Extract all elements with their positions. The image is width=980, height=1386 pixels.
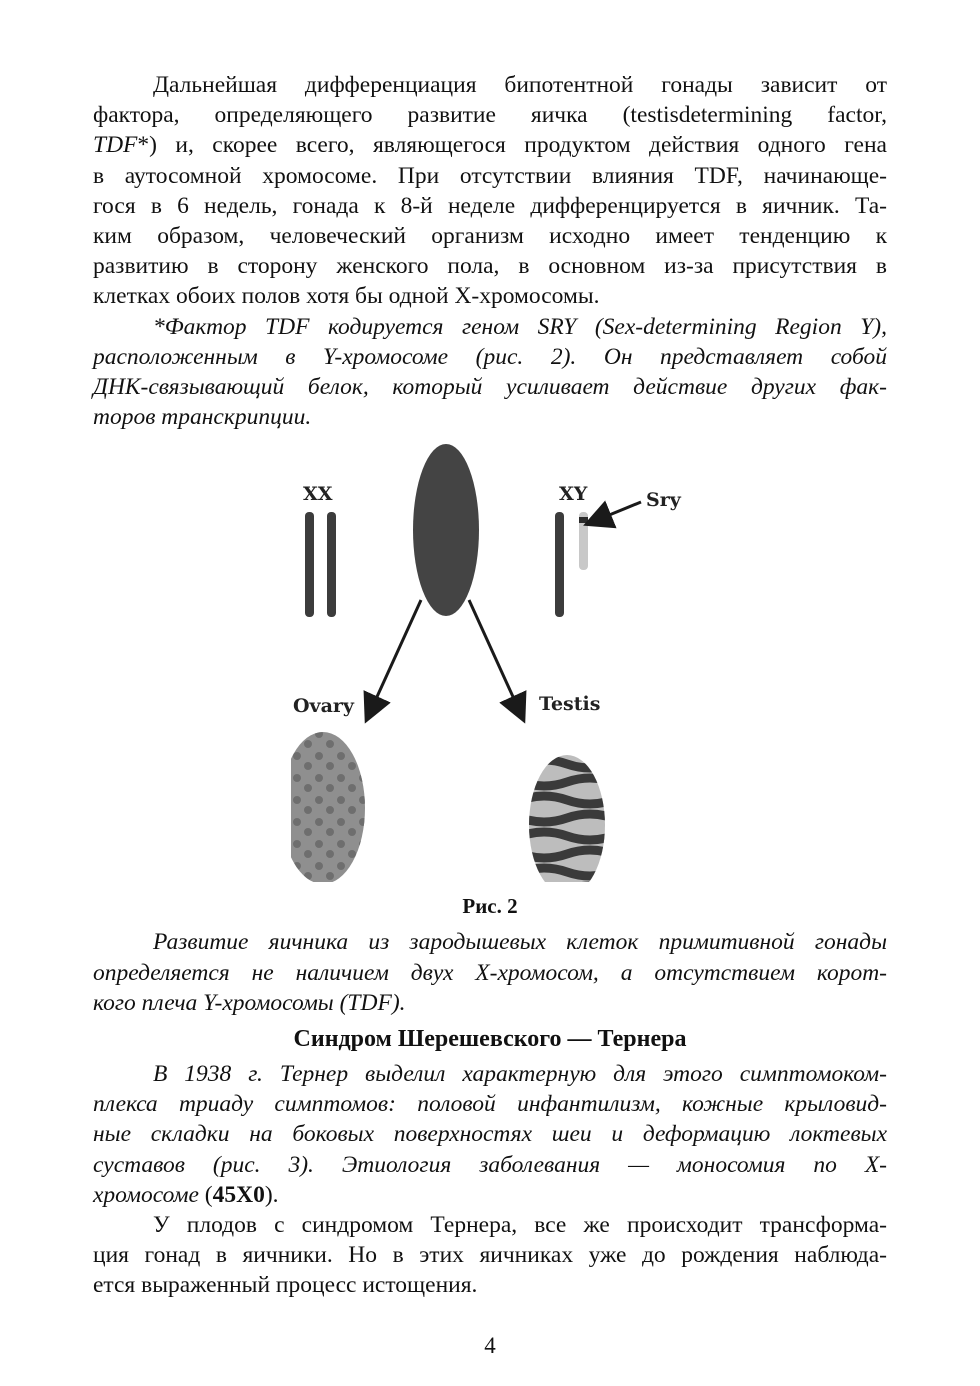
text-span: хромосоме	[93, 1181, 199, 1208]
page-number: 4	[484, 1333, 496, 1358]
text-line: клетках обоих полов хотя бы одной Х-хромосомы.	[93, 283, 600, 310]
paragraph-ovary-development	[93, 927, 887, 1018]
text-line: хромосоме (45Х0).	[93, 1181, 279, 1208]
text-line: ким образом, человеческий организм исходно имеет тенденцию к	[93, 223, 887, 250]
text-line: *Фактор TDF кодируется геном SRY (Sex-determining Region Y),	[153, 313, 887, 340]
x-chromosome	[555, 512, 564, 617]
text-line: кого плеча Y-хромосомы (TDF).	[93, 989, 406, 1016]
text-line	[93, 130, 887, 160]
text-line: ция гонад в яичники. Но в этих яичниках уже до рождения наблюда-	[93, 1242, 887, 1269]
footnote	[93, 312, 887, 433]
text-line: в аутосомной хромосоме. При отсутствии влияния TDF, начинающе-	[93, 162, 887, 189]
tdf-term: TDF	[93, 132, 138, 159]
primitive-gonad	[413, 444, 479, 616]
text-line: торов транскрипции.	[93, 404, 312, 431]
text-line: суставов (рис. 3). Этиология заболевания — моносомия по Х-	[93, 1151, 887, 1178]
sry-region	[579, 517, 588, 523]
text-line: У плодов с синдромом Тернера, все же происходит трансформа-	[153, 1212, 887, 1239]
label-xx: XX	[303, 483, 333, 506]
text-line: плекса триаду симптомов: половой инфантилизм, кожные крыловид-	[93, 1091, 887, 1118]
section-heading: Синдром Шерешевского — Тернера	[293, 1026, 687, 1053]
text-line: Дальнейшая дифференциация бипотентной гонады зависит от	[153, 72, 887, 98]
text-line: ные складки на боковых поверхностях шеи и деформацию локтевых	[93, 1121, 887, 1148]
page-content	[93, 70, 887, 1301]
text-line: фактора, определяющего развитие яичка (testisdetermining factor,	[93, 102, 887, 129]
label-sry: Sry	[646, 489, 681, 512]
x-chromosome	[305, 512, 314, 617]
text-line: расположенным в Y-хромосоме (рис. 2). Он представляет собой	[93, 343, 887, 370]
text-line: определяется не наличием двух Х-хромосом, а отсутствием корот-	[93, 959, 887, 986]
paragraph-turner-gonads	[93, 1210, 887, 1301]
paragraph-turner-history	[93, 1059, 887, 1210]
paragraph-intro	[93, 70, 887, 312]
karyotype: 45Х0	[212, 1181, 265, 1208]
figure-caption: Рис. 2	[462, 894, 518, 919]
label-ovary: Ovary	[293, 695, 354, 718]
text-line: гося в 6 недель, гонада к 8-й неделе дифференцируется в яичник. Та-	[93, 192, 887, 219]
figure-gonad-differentiation	[93, 442, 887, 890]
text-line: Развитие яичника из зародышевых клеток примитивной гонады	[153, 929, 887, 956]
label-xy: XY	[559, 483, 588, 506]
text-span: *) и, скорее всего, являющегося продуктом действия одного гена	[137, 132, 887, 159]
text-line: ДНК-связывающий белок, который усиливает действие других фак-	[93, 374, 887, 401]
text-line: В 1938 г. Тернер выделил характерную для этого симптомоком-	[153, 1061, 887, 1088]
gonad-diagram	[291, 442, 691, 882]
text-line: ется выраженный процесс истощения.	[93, 1272, 478, 1299]
text-line: развитию в сторону женского пола, в основном из-за присутствия в	[93, 253, 887, 280]
x-chromosome	[327, 512, 336, 617]
label-testis: Testis	[539, 693, 601, 716]
